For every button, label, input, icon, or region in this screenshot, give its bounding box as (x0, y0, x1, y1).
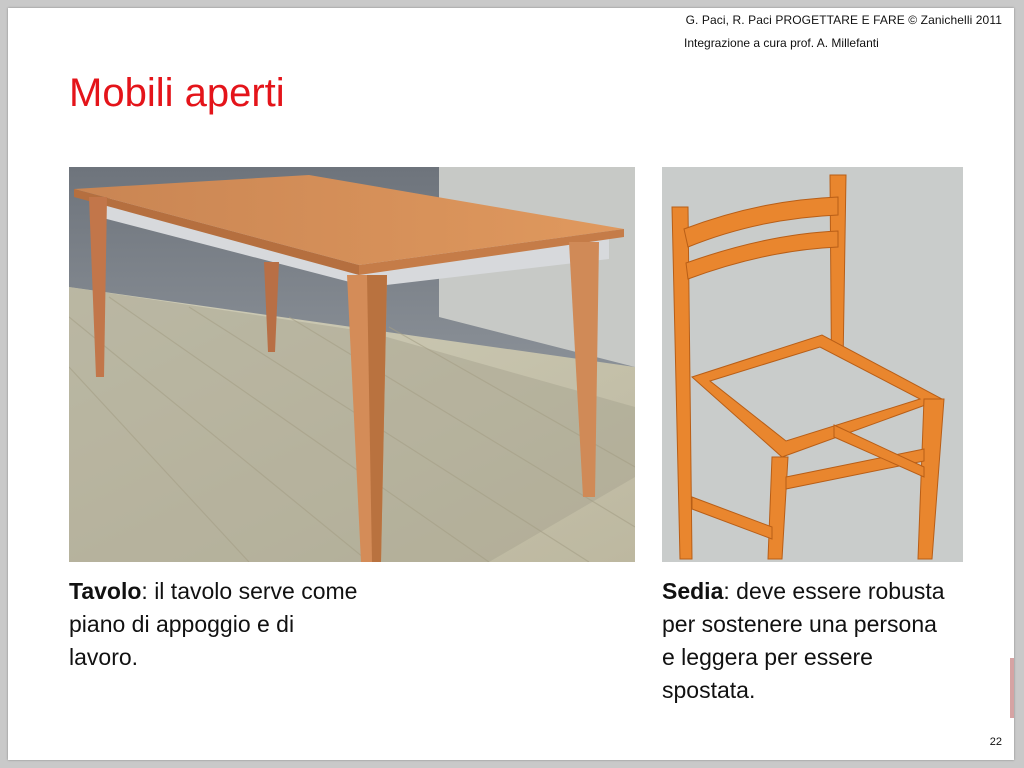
credit-line-authors: G. Paci, R. Paci PROGETTARE E FARE © Zanichelli 2011 (685, 13, 1002, 27)
table-photo (69, 167, 635, 562)
caption-table (69, 575, 369, 674)
caption-table-text: : il tavolo serve come piano di appoggio e di lavoro. (69, 578, 358, 670)
edge-marker (1010, 658, 1014, 718)
caption-chair (662, 575, 952, 707)
caption-chair-term: Sedia (662, 578, 724, 604)
slide-title: Mobili aperti (69, 71, 285, 115)
slide (8, 8, 1014, 760)
caption-table-term: Tavolo (69, 578, 142, 604)
page-number: 22 (989, 736, 1002, 748)
chair-photo (662, 167, 963, 562)
caption-chair-text: : deve essere robusta per sostenere una persona e leggera per essere spostata. (662, 578, 945, 703)
credit-line-editor: Integrazione a cura prof. A. Millefanti (684, 36, 879, 50)
